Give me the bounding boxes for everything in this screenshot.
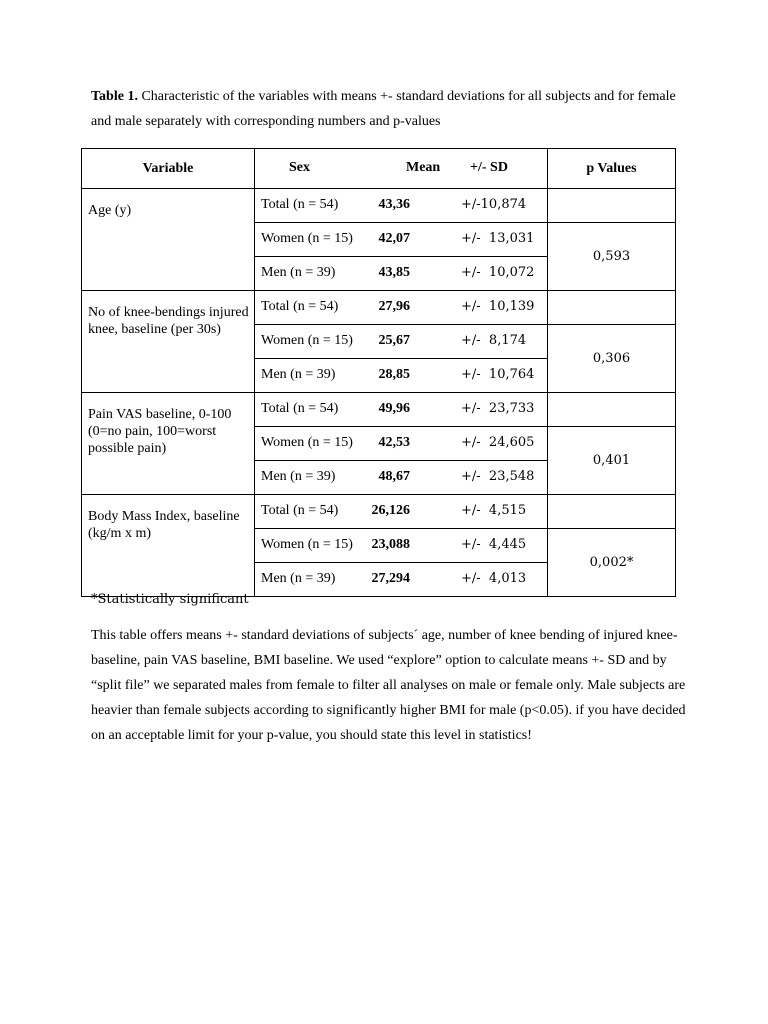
header-sex-mean-sd — [255, 149, 548, 189]
sex-label: Women (n = 15) — [261, 333, 353, 348]
sd-value: +/- 10,139 — [461, 299, 535, 314]
header-mean: Mean — [406, 160, 441, 175]
sd-value: +/- 23,733 — [461, 401, 535, 416]
sex-mean-sd-cell — [255, 291, 548, 325]
sex-label: Women (n = 15) — [261, 537, 353, 552]
sex-mean-sd-cell — [255, 223, 548, 257]
sd-value: +/- 4,445 — [461, 537, 527, 552]
sex-label: Men (n = 39) — [261, 367, 336, 382]
variable-cell: Pain VAS baseline, 0-100 (0=no pain, 100=worst possible pain) — [82, 393, 255, 495]
sd-value: +/- 8,174 — [461, 333, 527, 348]
sex-label: Total (n = 54) — [261, 299, 339, 314]
description-paragraph: This table offers means +- standard deviations of subjects´ age, number of knee bending of injured knee-baseline, pain VAS baseline, BMI baseline. We used “explore” option to calculate means +- SD and by “split file” we separated males from female to filter all analyses on male or female only. Male subjects are heavier than female subjects according to significantly higher BMI for male (p<0.05). if you have decided on an acceptable limit for your p-value, you should state this level in statistics! — [91, 628, 686, 743]
sex-mean-sd-cell — [255, 461, 548, 495]
sex-label: Women (n = 15) — [261, 435, 353, 450]
variable-cell: Age (y) — [82, 189, 255, 291]
table-row — [82, 495, 676, 529]
sex-label: Men (n = 39) — [261, 571, 336, 586]
p-value-cell: 0,306 — [548, 325, 676, 393]
header-variable: Variable — [82, 149, 255, 189]
sex-mean-sd-cell — [255, 427, 548, 461]
sex-label: Men (n = 39) — [261, 469, 336, 484]
sd-value: +/- 13,031 — [461, 231, 535, 246]
sex-mean-sd-cell — [255, 325, 548, 359]
sex-mean-sd-cell — [255, 495, 548, 529]
statistics-table — [81, 148, 676, 597]
sd-value: +/- 4,515 — [461, 503, 527, 518]
sex-mean-sd-cell — [255, 529, 548, 563]
variable-cell: Body Mass Index, baseline (kg/m x m) — [82, 495, 255, 597]
sd-value: +/- 10,764 — [461, 367, 535, 382]
footnote: *Statistically significant — [91, 592, 249, 607]
p-value-empty-cell — [548, 495, 676, 529]
sex-mean-sd-cell — [255, 393, 548, 427]
sex-label: Total (n = 54) — [261, 401, 339, 416]
sd-value: +/- 23,548 — [461, 469, 535, 484]
sd-value: +/-10,874 — [461, 197, 527, 212]
p-value-empty-cell — [548, 393, 676, 427]
table-row — [82, 291, 676, 325]
sex-mean-sd-cell — [255, 563, 548, 597]
sex-label: Men (n = 39) — [261, 265, 336, 280]
p-value-cell: 0,593 — [548, 223, 676, 291]
variable-cell: No of knee-bendings injured knee, baseline (per 30s) — [82, 291, 255, 393]
mean-value: 48,67 — [378, 469, 410, 484]
sex-mean-sd-cell — [255, 359, 548, 393]
mean-value: 49,96 — [378, 401, 410, 416]
p-value-empty-cell — [548, 189, 676, 223]
table-row — [82, 393, 676, 427]
table-caption — [91, 84, 691, 134]
sd-value: +/- 4,013 — [461, 571, 527, 586]
mean-value: 42,07 — [378, 231, 410, 246]
mean-value: 27,96 — [378, 299, 410, 314]
sex-label: Total (n = 54) — [261, 503, 339, 518]
sd-value: +/- 24,605 — [461, 435, 535, 450]
header-sd: +/- SD — [470, 160, 508, 175]
table-row — [82, 189, 676, 223]
table-body — [82, 189, 676, 597]
caption-text: Characteristic of the variables with means +- standard deviations for all subjects and for female and male separately with corresponding numbers and p-values — [91, 89, 676, 129]
header-sex: Sex — [289, 160, 310, 175]
mean-value: 23,088 — [371, 537, 410, 552]
sex-label: Women (n = 15) — [261, 231, 353, 246]
mean-value: 43,36 — [378, 197, 410, 212]
sex-label: Total (n = 54) — [261, 197, 339, 212]
sd-value: +/- 10,072 — [461, 265, 535, 280]
table-header-row — [82, 149, 676, 189]
mean-value: 27,294 — [371, 571, 410, 586]
p-value-empty-cell — [548, 291, 676, 325]
p-value-cell: 0,002* — [548, 529, 676, 597]
mean-value: 43,85 — [378, 265, 410, 280]
mean-value: 28,85 — [378, 367, 410, 382]
sex-mean-sd-cell — [255, 257, 548, 291]
sex-mean-sd-cell — [255, 189, 548, 223]
caption-label: Table 1. — [91, 89, 138, 104]
mean-value: 26,126 — [371, 503, 410, 518]
header-p-values: p Values — [548, 149, 676, 189]
p-value-cell: 0,401 — [548, 427, 676, 495]
mean-value: 25,67 — [378, 333, 410, 348]
mean-value: 42,53 — [378, 435, 410, 450]
